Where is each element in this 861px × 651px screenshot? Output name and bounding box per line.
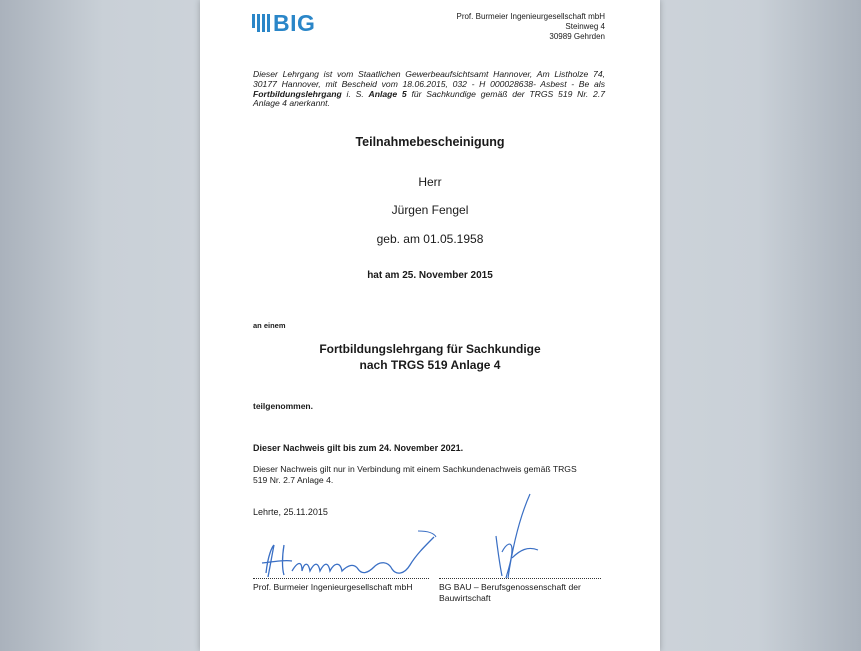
right-signatory-label xyxy=(439,582,581,603)
logo-text: BIG xyxy=(273,9,316,36)
left-signature-line xyxy=(253,578,429,579)
right-signatory-line2: Bauwirtschaft xyxy=(439,592,491,603)
place-and-date: Lehrte, 25.11.2015 xyxy=(253,507,328,517)
notice-bold-1: Fortbildungslehrgang xyxy=(253,88,342,99)
left-signature xyxy=(258,525,438,580)
right-signature xyxy=(478,492,558,582)
accreditation-notice xyxy=(253,70,605,109)
notice-text-2: i. S. xyxy=(341,88,369,99)
course-title-line1: Fortbildungslehrgang für Sachkundige xyxy=(319,342,541,356)
certificate-page xyxy=(200,0,660,651)
document-title: Teilnahmebescheinigung xyxy=(355,135,505,149)
big-logo xyxy=(252,10,315,36)
validity-note: Dieser Nachweis gilt nur in Verbindung mit einem Sachkundenachweis gemäß TRGS 519 Nr. 2.7 Anlage 4. xyxy=(253,464,577,485)
birth-date: geb. am 01.05.1958 xyxy=(376,232,484,246)
course-date: hat am 25. November 2015 xyxy=(367,270,493,281)
at-label: an einem xyxy=(253,321,286,330)
notice-bold-2: Anlage 5 xyxy=(368,88,407,99)
logo-bars-icon xyxy=(252,14,270,32)
right-signatory-line1: BG BAU – Berufsgenossenschaft der xyxy=(439,582,581,592)
validity-statement: Dieser Nachweis gilt bis zum 24. November 2021. xyxy=(253,443,464,453)
sender-address xyxy=(456,12,605,42)
participant-name: Jürgen Fengel xyxy=(391,203,469,217)
notice-text-1: Dieser Lehrgang ist vom Staatlichen Gewerbeaufsichtsamt Hannover, Am Listholze 74, 30177 Hannover, mit Bescheid vom 18.06.2015, 032 - H 000028638- Asbest - Be als xyxy=(253,69,605,89)
left-signatory-label: Prof. Burmeier Ingenieurgesellschaft mbH xyxy=(253,582,413,592)
notice-text-3: für Sachkundige gemäß der TRGS 519 Nr. 2.7 Anlage 4 anerkannt. xyxy=(253,88,605,109)
sender-company: Prof. Burmeier Ingenieurgesellschaft mbH xyxy=(456,12,605,21)
right-signature-line xyxy=(439,578,601,579)
salutation: Herr xyxy=(418,175,442,189)
participated-label: teilgenommen. xyxy=(253,401,313,411)
sender-city: 30989 Gehrden xyxy=(549,32,605,41)
sender-street: Steinweg 4 xyxy=(565,22,605,31)
course-title-line2: nach TRGS 519 Anlage 4 xyxy=(359,358,501,372)
